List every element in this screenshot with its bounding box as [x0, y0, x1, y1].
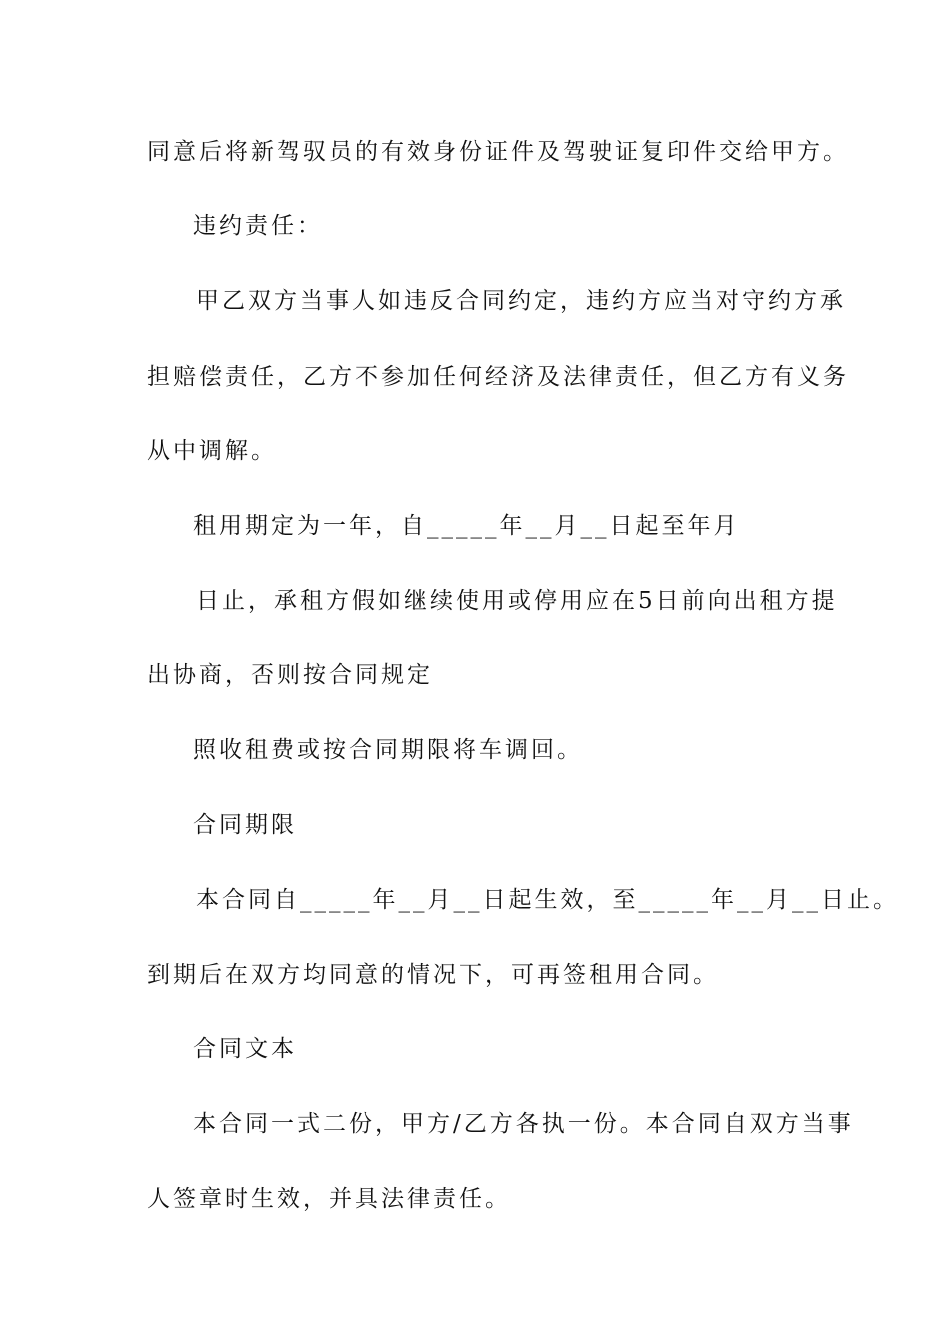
paragraph-line-5: 从中调解。 — [147, 438, 277, 464]
section-heading-breach: 违约责任： — [193, 213, 323, 239]
paragraph-line-6: 租用期定为一年，自_____年__月__日起至年月 — [193, 513, 740, 539]
paragraph-line-11: 本合同自_____年__月__日起生效，至_____年__月__日止。 — [196, 887, 899, 913]
paragraph-line-14: 本合同一式二份，甲方/乙方各执一份。本合同自双方当事 — [193, 1111, 854, 1137]
paragraph-line-15: 人签章时生效，并具法律责任。 — [147, 1186, 511, 1212]
paragraph-line-1: 同意后将新驾驭员的有效身份证件及驾驶证复印件交给甲方。 — [147, 139, 849, 165]
section-heading-text: 合同文本 — [193, 1036, 297, 1062]
paragraph-line-3: 甲乙双方当事人如违反合同约定，违约方应当对守约方承 — [196, 288, 846, 314]
paragraph-line-9: 照收租费或按合同期限将车调回。 — [193, 737, 583, 763]
paragraph-line-12: 到期后在双方均同意的情况下，可再签租用合同。 — [147, 962, 719, 988]
paragraph-line-8: 出协商，否则按合同规定 — [147, 662, 433, 688]
paragraph-line-4: 担赔偿责任，乙方不参加任何经济及法律责任，但乙方有义务 — [147, 364, 849, 390]
paragraph-line-7: 日止，承租方假如继续使用或停用应在5日前向出租方提 — [196, 588, 838, 614]
section-heading-term: 合同期限 — [193, 812, 297, 838]
